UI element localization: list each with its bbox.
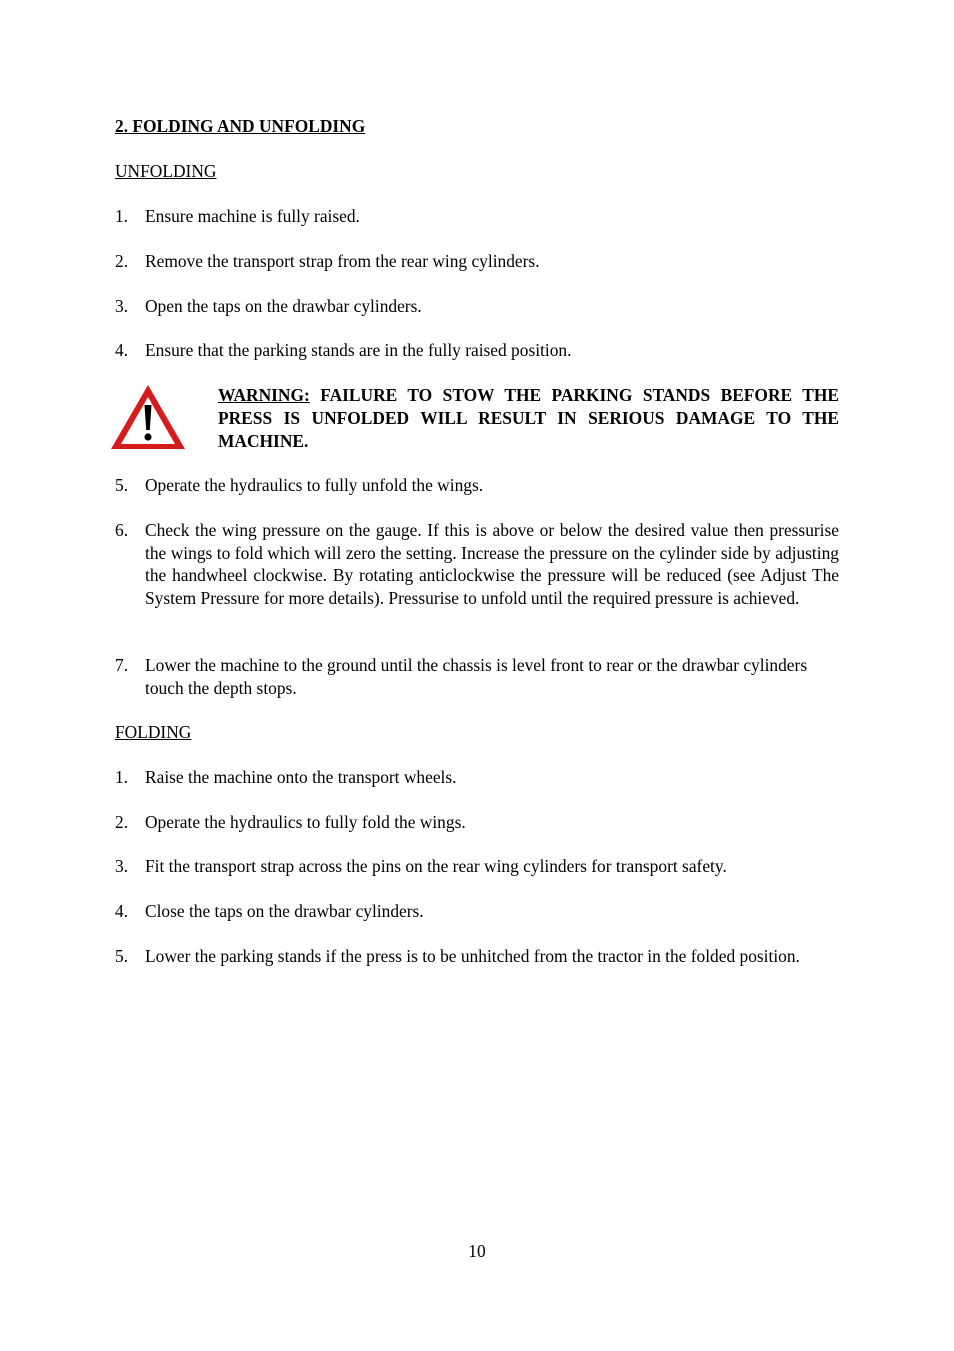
step-text: Open the taps on the drawbar cylinders. — [145, 296, 422, 316]
page-number: 10 — [468, 1241, 486, 1261]
warning-body: FAILURE TO STOW THE PARKING STANDS BEFORE THE PRESS IS UNFOLDED WILL RESULT IN SERIOUS DAMAGE TO THE MACHINE. — [218, 385, 839, 451]
step-number: 1. — [115, 767, 129, 787]
step-number: 3. — [115, 856, 129, 876]
step-number: 2. — [115, 812, 129, 832]
step-text: Fit the transport strap across the pins on the rear wing cylinders for transport safety. — [145, 856, 727, 876]
step-text: Remove the transport strap from the rear wing cylinders. — [145, 251, 540, 271]
step-text: Operate the hydraulics to fully fold the wings. — [145, 812, 466, 832]
step-text: Close the taps on the drawbar cylinders. — [145, 901, 424, 921]
step-number: 5. — [115, 475, 129, 495]
step-text: Ensure machine is fully raised. — [145, 206, 360, 226]
step-text: Operate the hydraulics to fully unfold the wings. — [145, 475, 484, 495]
folding-step — [115, 855, 839, 878]
step-number: 4. — [115, 901, 129, 921]
step-number: 7. — [115, 655, 129, 675]
unfolding-step — [115, 250, 839, 273]
folding-step — [115, 945, 839, 968]
warning-triangle-icon — [109, 383, 187, 451]
step-text: Raise the machine onto the transport wheels. — [145, 767, 457, 787]
folding-step — [115, 900, 839, 923]
step-text: Check the wing pressure on the gauge. If this is above or below the desired value then pressurise the wings to fold which will zero the setting. Increase the pressure on the cylinder side by adjusting the handwheel clockwise. By rotating anticlockwise the pressure will be reduced (see Adjust The System Pressure for more details). Pressurise to unfold until the required pressure is achieved. — [145, 520, 839, 608]
warning-message — [218, 384, 839, 453]
unfolding-step — [115, 339, 839, 362]
step-number: 2. — [115, 251, 129, 271]
unfolding-step — [115, 654, 839, 699]
step-text: Lower the machine to the ground until the chassis is level front to rear or the drawbar cylinders touch the depth stops. — [145, 655, 808, 698]
warning-label: WARNING: — [218, 385, 310, 405]
folding-step — [115, 766, 839, 789]
unfolding-step — [115, 205, 839, 228]
unfolding-subheading: UNFOLDING — [115, 161, 217, 181]
step-number: 1. — [115, 206, 129, 226]
step-number: 6. — [115, 520, 129, 540]
unfolding-step — [115, 474, 839, 497]
section-heading: 2. FOLDING AND UNFOLDING — [115, 116, 366, 136]
step-text: Ensure that the parking stands are in the fully raised position. — [145, 340, 572, 360]
step-number: 3. — [115, 296, 129, 316]
folding-subheading: FOLDING — [115, 722, 192, 742]
step-number: 5. — [115, 946, 129, 966]
step-text: Lower the parking stands if the press is to be unhitched from the tractor in the folded position. — [145, 946, 800, 966]
folding-step — [115, 811, 839, 834]
unfolding-step — [115, 295, 839, 318]
step-number: 4. — [115, 340, 129, 360]
unfolding-step — [115, 519, 839, 609]
